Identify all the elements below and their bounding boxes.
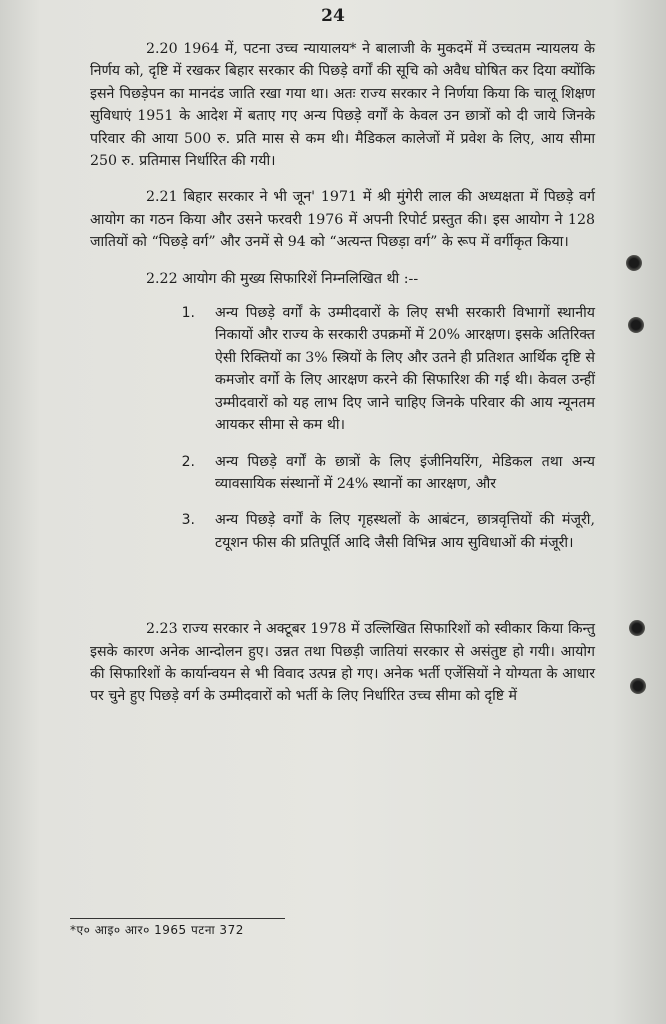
punch-hole-icon	[629, 620, 645, 636]
list-item-number: 3.	[181, 512, 195, 529]
recommendations-list	[90, 302, 595, 554]
footnote-divider	[70, 918, 285, 919]
punch-hole-icon	[630, 678, 646, 694]
list-item-number: 2.	[181, 453, 195, 470]
paragraph-2-20: 2.20 1964 में, पटना उच्च न्यायालय* ने बालाजी के मुकदमें में उच्चतम न्यायलय के निर्णय को, दृष्टि में रखकर बिहार सरकार की पिछड़े वर्गों की सूचि को अवैध घोषित कर दिया क्योंकि इसने पिछड़ेपन का मानदंड जाति रखा गया था। अतः राज्य सरकार ने निर्णया किया कि चालू शिक्षण सुविधाएं 1951 के आदेश में बताए गए अन्य पिछड़े वर्गों के केवल उन छात्रों को दी जाये जिनके परिवार की आया 500 रु. प्रति मास से कम थी। मैडिकल कालेजों में प्रवेश के लिए, आय सीमा 250 रु. प्रतिमास निर्धारित की गयी।	[90, 41, 595, 170]
list-item-text: अन्य पिछड़े वर्गों के लिए गृहस्थलों के आबंटन, छात्रवृत्तियों की मंजूरी, टयूशन फीस की प्रतिपूर्ति आदि जैसी विभिन्न आय सुविधाओं की मंजूरी।	[215, 512, 595, 551]
list-item	[90, 302, 595, 436]
paragraph-2-23: 2.23 राज्य सरकार ने अक्टूबर 1978 में उल्लिखित सिफारिशों को स्वीकार किया किन्तु इसके कारण अनेक आन्दोलन हुए। उन्नत तथा पिछड़ी जातियां सरकार से असंतुष्ट हो गयी। आयोग की सिफारिशों के कार्यान्वयन से भी विवाद उत्पन्न हो गए। अनेक भर्ती एजेंसियों ने योग्यता के आधार पर चुने हुए पिछड़े वर्ग के उम्मीदवारों को भर्ती के लिए निर्धारित उच्च सीमा को दृष्टि में	[90, 621, 595, 705]
page-number: 24	[321, 6, 345, 26]
list-item	[90, 451, 595, 496]
footnote: *ए० आइ० आर० 1965 पटना 372	[70, 923, 244, 937]
list-item-number: 1.	[181, 305, 195, 322]
list-item-text: अन्य पिछड़े वर्गों के छात्रों के लिए इंजीनियरिंग, मेडिकल तथा अन्य व्यावसायिक संस्थानों में 24% स्थानों का आरक्षण, और	[215, 453, 595, 492]
list-item	[90, 509, 595, 554]
list-item-text: अन्य पिछड़े वर्गों के उम्मीदवारों के लिए सभी सरकारी विभागों स्थानीय निकायों और राज्य के सरकारी उपक्रमों में 20% आरक्षण। इसके अतिरिक्त ऐसी रिक्तियों का 3% स्त्रियों के लिए और उतने ही प्रतिशत आर्थिक दृष्टि से कमजोर वर्गो के लिए आरक्षण करने की सिफारिश की गई थी। केवल उन्हीं उम्मीदवारों को यह लाभ दिए जाने चाहिए जिनके परिवार की आय न्यूनतम आयकर सीमा से कम थी।	[215, 305, 595, 434]
punch-hole-icon	[626, 255, 642, 271]
page-content	[90, 38, 595, 708]
paragraph-2-22-heading: 2.22 आयोग की मुख्य सिफारिशें निम्नलिखित थी :--	[146, 270, 419, 287]
punch-hole-icon	[628, 317, 644, 333]
paragraph-2-21: 2.21 बिहार सरकार ने भी जून' 1971 में श्री मुंगेरी लाल की अध्यक्षता में पिछड़े वर्ग आयोग का गठन किया और उसने फरवरी 1976 में अपनी रिपोर्ट प्रस्तुत की। इस आयोग ने 128 जातियों को “पिछड़े वर्ग” और उनमें से 94 को “अत्यन्त पिछड़ा वर्ग” के रूप में वर्गीकृत किया।	[90, 189, 595, 251]
